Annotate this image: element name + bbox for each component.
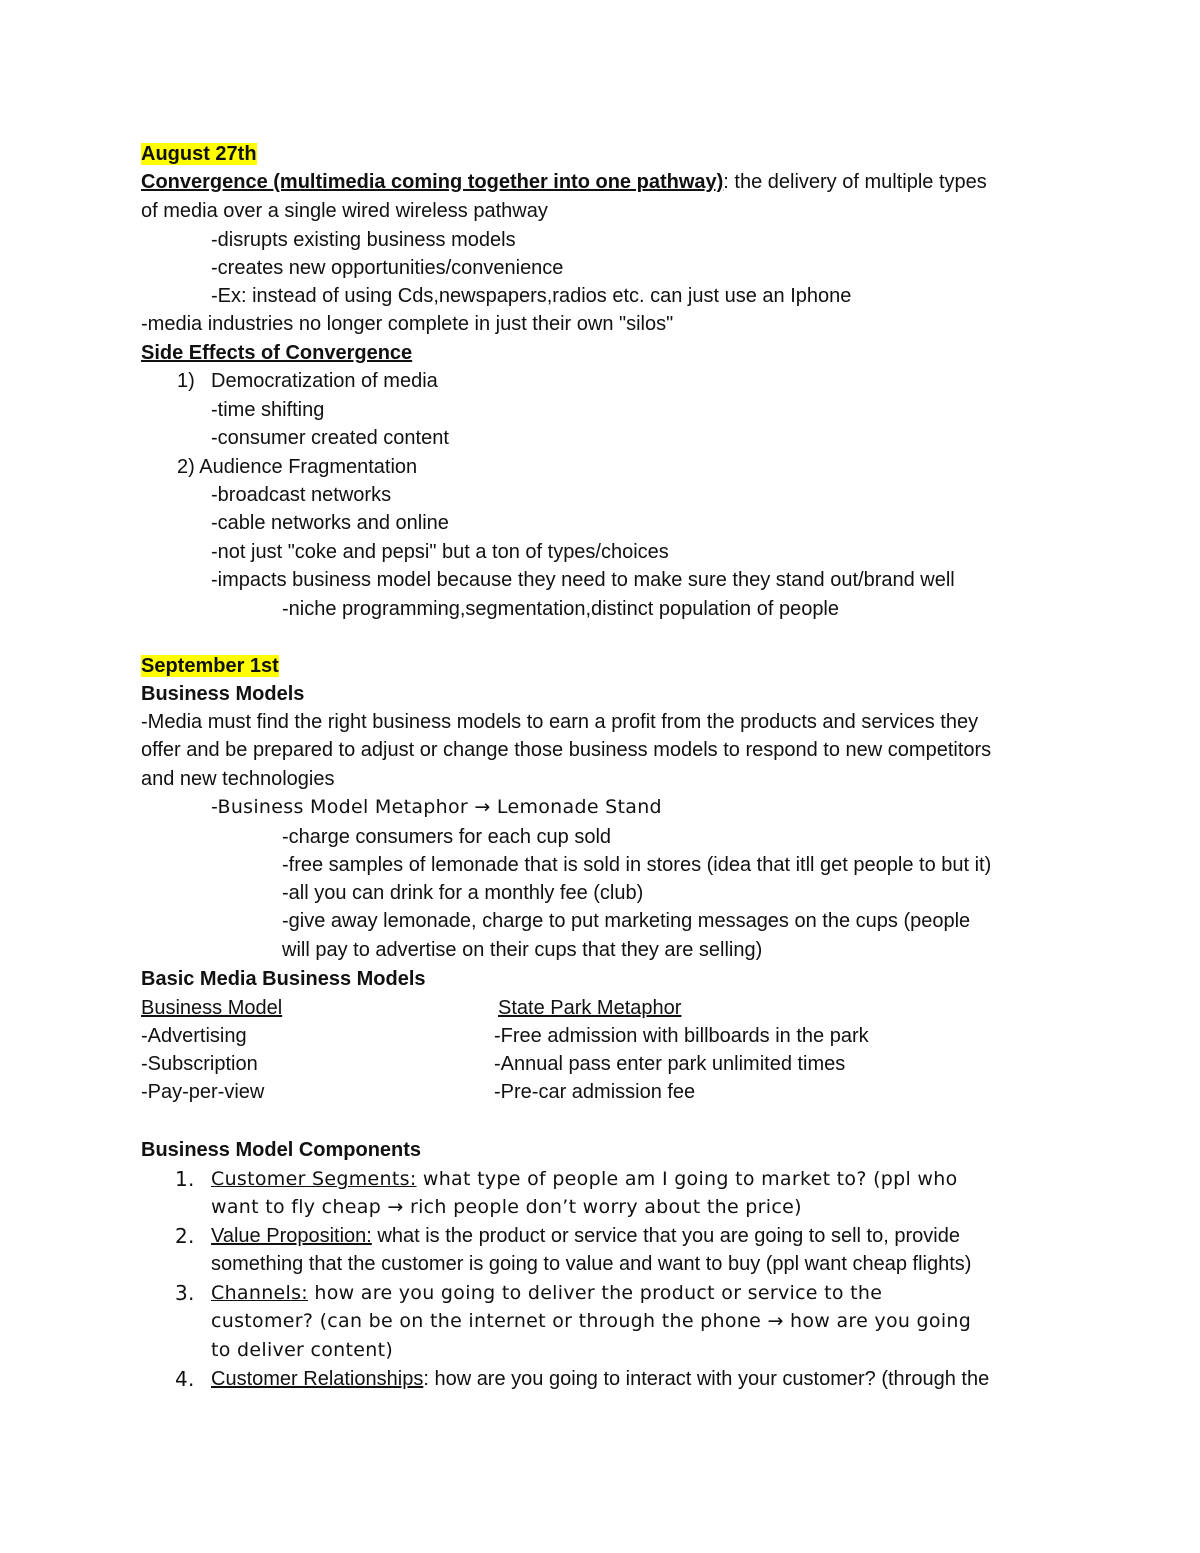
convergence-definition: Convergence (multimedia coming together into one pathway): the delivery of multiple types	[141, 171, 987, 193]
list-item: Value Proposition: what is the product or service that you are going to sell to, provide	[211, 1225, 960, 1247]
bullet-line: -impacts business model because they need to make sure they stand out/brand well	[211, 569, 955, 591]
metaphor-line: -Business Model Metaphor → Lemonade Stand	[211, 796, 662, 818]
table-cell-model: -Pay-per-view	[141, 1081, 265, 1103]
sub-bullet-line: -free samples of lemonade that is sold in stores (idea that itll get people to but it)	[282, 854, 992, 876]
list-item-continuation: something that the customer is going to value and want to buy (ppl want cheap flights)	[211, 1253, 972, 1275]
date-heading: August 27th	[141, 143, 257, 165]
sub-bullet-line: -charge consumers for each cup sold	[282, 826, 612, 848]
sub-bullet-line: -give away lemonade, charge to put marketing messages on the cups (people	[282, 910, 971, 932]
bullet-line: -consumer created content	[211, 427, 449, 449]
table-cell-model: -Advertising	[141, 1025, 247, 1047]
text-line: -Media must find the right business models to earn a profit from the products and services they	[141, 711, 979, 733]
list-number: 1.	[175, 1167, 195, 1191]
list-item-continuation: want to fly cheap → rich people don’t worry about the price)	[211, 1196, 802, 1218]
list-number: 4.	[175, 1367, 195, 1391]
list-item-continuation: to deliver content)	[211, 1339, 394, 1361]
sub-bullet-line: -niche programming,segmentation,distinct population of people	[282, 598, 840, 620]
bullet-line: -cable networks and online	[211, 512, 449, 534]
list-item-continuation: customer? (can be on the internet or through the phone → how are you going	[211, 1310, 972, 1332]
date-heading: September 1st	[141, 655, 279, 677]
text-line: and new technologies	[141, 768, 335, 790]
bullet-line: -broadcast networks	[211, 484, 392, 506]
table-header-state-park-metaphor: State Park Metaphor	[498, 997, 682, 1019]
table-cell-model: -Subscription	[141, 1053, 258, 1075]
list-number: 1)	[177, 370, 195, 392]
bullet-line: -not just "coke and pepsi" but a ton of types/choices	[211, 541, 669, 563]
bullet-line: -Ex: instead of using Cds,newspapers,radios etc. can just use an Iphone	[211, 285, 852, 307]
list-item: Customer Segments: what type of people am I going to market to? (ppl who	[211, 1168, 958, 1190]
section-heading: Basic Media Business Models	[141, 968, 426, 990]
list-item: Democratization of media	[211, 370, 438, 392]
list-number: 3.	[175, 1281, 195, 1305]
text-line: of media over a single wired wireless pathway	[141, 200, 548, 222]
list-item: Customer Relationships: how are you going to interact with your customer? (through the	[211, 1368, 990, 1390]
section-heading: Side Effects of Convergence	[141, 342, 413, 364]
list-number: 2.	[175, 1224, 195, 1248]
bullet-line: -time shifting	[211, 399, 325, 421]
text-line: -media industries no longer complete in just their own "silos"	[141, 313, 674, 335]
sub-bullet-line: -all you can drink for a monthly fee (club)	[282, 882, 644, 904]
section-heading: Business Models	[141, 683, 305, 705]
bullet-line: -disrupts existing business models	[211, 229, 516, 251]
table-cell-metaphor: -Pre-car admission fee	[494, 1081, 696, 1103]
table-cell-metaphor: -Annual pass enter park unlimited times	[494, 1053, 846, 1075]
section-heading: Business Model Components	[141, 1139, 422, 1161]
sub-bullet-line: will pay to advertise on their cups that they are selling)	[282, 939, 763, 961]
table-cell-metaphor: -Free admission with billboards in the park	[494, 1025, 869, 1047]
table-header-business-model: Business Model	[141, 997, 283, 1019]
list-item: 2) Audience Fragmentation	[177, 456, 418, 478]
text-line: offer and be prepared to adjust or change those business models to respond to new competitors	[141, 739, 992, 761]
bullet-line: -creates new opportunities/convenience	[211, 257, 564, 279]
list-item: Channels: how are you going to deliver the product or service to the	[211, 1282, 883, 1304]
